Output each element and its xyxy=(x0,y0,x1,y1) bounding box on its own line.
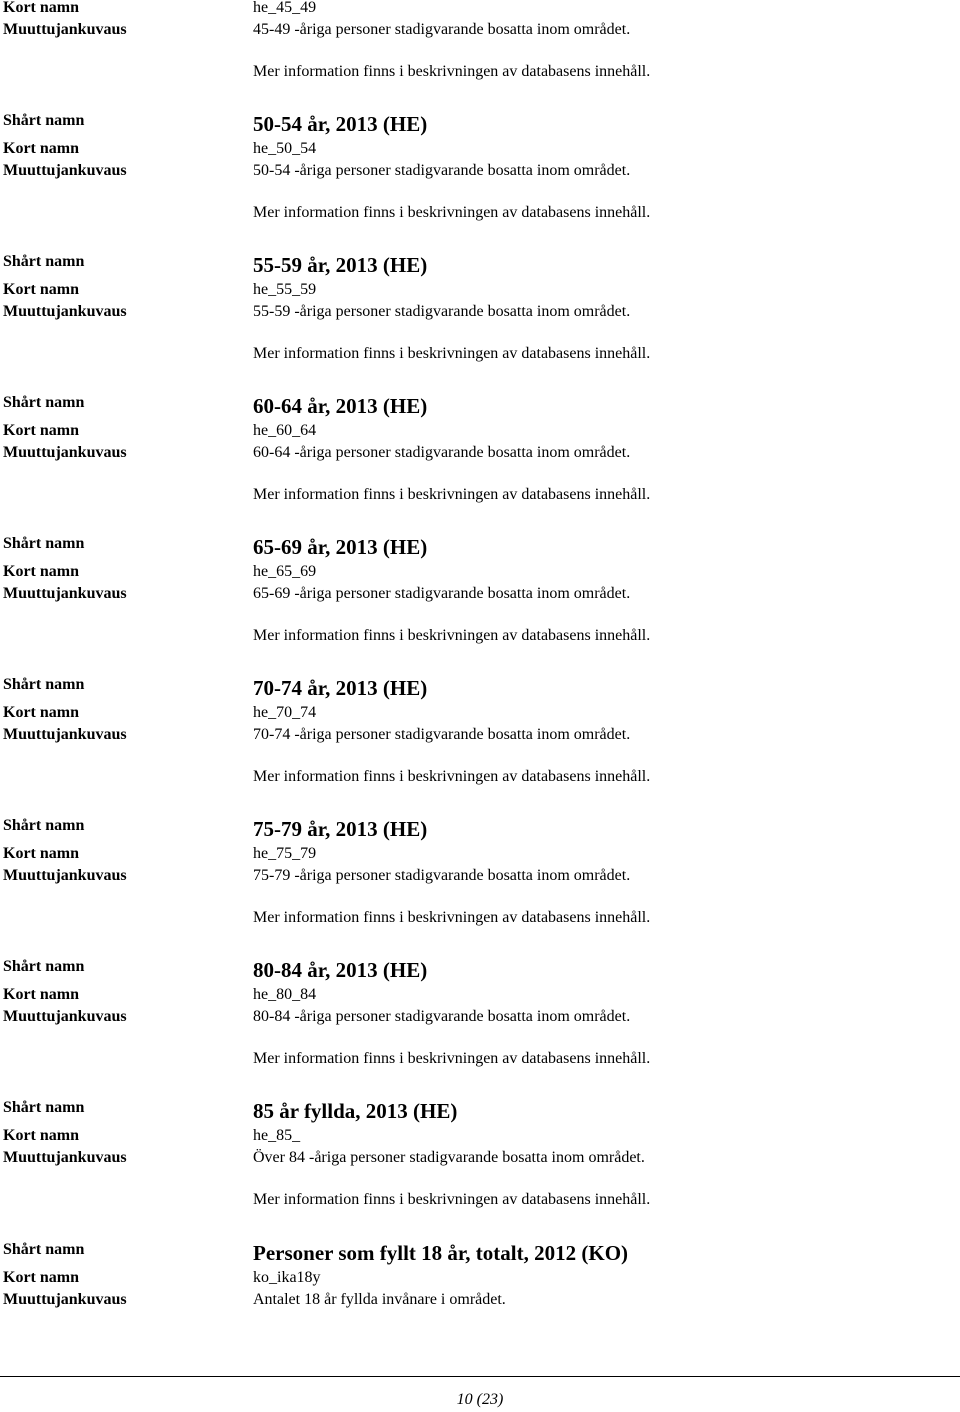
variable-description: 80-84 -åriga personer stadigvarande bosatta inom området. xyxy=(253,1008,631,1025)
description-label: Muuttujankuvaus xyxy=(3,1008,127,1025)
variable-description: 45-49 -åriga personer stadigvarande bosatta inom området. xyxy=(253,21,631,38)
variable-description: 65-69 -åriga personer stadigvarande bosatta inom området. xyxy=(253,585,631,602)
short-name-label: Shårt namn xyxy=(3,817,85,834)
description-label: Muuttujankuvaus xyxy=(3,726,127,743)
variable-code: he_70_74 xyxy=(253,704,317,721)
variable-code: he_45_49 xyxy=(253,0,317,16)
variable-title: 80-84 år, 2013 (HE) xyxy=(253,958,428,982)
more-info-note: Mer information finns i beskrivningen av databasens innehåll. xyxy=(253,1050,651,1067)
description-label: Muuttujankuvaus xyxy=(3,21,127,38)
description-label: Muuttujankuvaus xyxy=(3,303,127,320)
variable-code: he_50_54 xyxy=(253,140,317,157)
variable-title: Personer som fyllt 18 år, totalt, 2012 (KO) xyxy=(253,1241,629,1265)
short-name-label: Shårt namn xyxy=(3,394,85,411)
variable-title: 75-79 år, 2013 (HE) xyxy=(253,817,428,841)
variable-code: he_55_59 xyxy=(253,281,317,298)
short-name-label: Shårt namn xyxy=(3,958,85,975)
variable-title: 55-59 år, 2013 (HE) xyxy=(253,253,428,277)
page-number: 10 (23) xyxy=(456,1391,504,1408)
footer-rule xyxy=(0,1376,960,1377)
variable-description: Över 84 -åriga personer stadigvarande bosatta inom området. xyxy=(253,1149,645,1166)
code-name-label: Kort namn xyxy=(3,845,79,862)
more-info-note: Mer information finns i beskrivningen av databasens innehåll. xyxy=(253,1191,651,1208)
variable-code: he_80_84 xyxy=(253,986,317,1003)
variable-description: 50-54 -åriga personer stadigvarande bosatta inom området. xyxy=(253,162,631,179)
code-name-label: Kort namn xyxy=(3,563,79,580)
variable-title: 65-69 år, 2013 (HE) xyxy=(253,535,428,559)
more-info-note: Mer information finns i beskrivningen av databasens innehåll. xyxy=(253,204,651,221)
more-info-note: Mer information finns i beskrivningen av databasens innehåll. xyxy=(253,627,651,644)
variable-title: 50-54 år, 2013 (HE) xyxy=(253,112,428,136)
variable-description: 60-64 -åriga personer stadigvarande bosatta inom området. xyxy=(253,444,631,461)
variable-code: he_65_69 xyxy=(253,563,317,580)
code-name-label: Kort namn xyxy=(3,140,79,157)
more-info-note: Mer information finns i beskrivningen av databasens innehåll. xyxy=(253,345,651,362)
short-name-label: Shårt namn xyxy=(3,1099,85,1116)
description-label: Muuttujankuvaus xyxy=(3,585,127,602)
variable-description: Antalet 18 år fyllda invånare i området. xyxy=(253,1291,506,1308)
variable-code: ko_ika18y xyxy=(253,1269,321,1286)
more-info-note: Mer information finns i beskrivningen av databasens innehåll. xyxy=(253,63,651,80)
variable-description: 55-59 -åriga personer stadigvarande bosatta inom området. xyxy=(253,303,631,320)
code-name-label: Kort namn xyxy=(3,1127,79,1144)
variable-code: he_75_79 xyxy=(253,845,317,862)
description-label: Muuttujankuvaus xyxy=(3,162,127,179)
short-name-label: Shårt namn xyxy=(3,253,85,270)
description-label: Muuttujankuvaus xyxy=(3,1149,127,1166)
short-name-label: Shårt namn xyxy=(3,1241,85,1258)
description-label: Muuttujankuvaus xyxy=(3,867,127,884)
variable-title: 70-74 år, 2013 (HE) xyxy=(253,676,428,700)
description-label: Muuttujankuvaus xyxy=(3,444,127,461)
more-info-note: Mer information finns i beskrivningen av databasens innehåll. xyxy=(253,486,651,503)
code-name-label: Kort namn xyxy=(3,422,79,439)
code-name-label: Kort namn xyxy=(3,1269,79,1286)
code-name-label: Kort namn xyxy=(3,704,79,721)
variable-description: 75-79 -åriga personer stadigvarande bosatta inom området. xyxy=(253,867,631,884)
code-name-label: Kort namn xyxy=(3,281,79,298)
short-name-label: Shårt namn xyxy=(3,676,85,693)
short-name-label: Shårt namn xyxy=(3,535,85,552)
variable-description: 70-74 -åriga personer stadigvarande bosatta inom området. xyxy=(253,726,631,743)
variable-title: 85 år fyllda, 2013 (HE) xyxy=(253,1099,458,1123)
variable-code: he_85_ xyxy=(253,1127,301,1144)
more-info-note: Mer information finns i beskrivningen av databasens innehåll. xyxy=(253,768,651,785)
code-name-label: Kort namn xyxy=(3,0,79,16)
short-name-label: Shårt namn xyxy=(3,112,85,129)
code-name-label: Kort namn xyxy=(3,986,79,1003)
description-label: Muuttujankuvaus xyxy=(3,1291,127,1308)
more-info-note: Mer information finns i beskrivningen av databasens innehåll. xyxy=(253,909,651,926)
variable-code: he_60_64 xyxy=(253,422,317,439)
variable-title: 60-64 år, 2013 (HE) xyxy=(253,394,428,418)
